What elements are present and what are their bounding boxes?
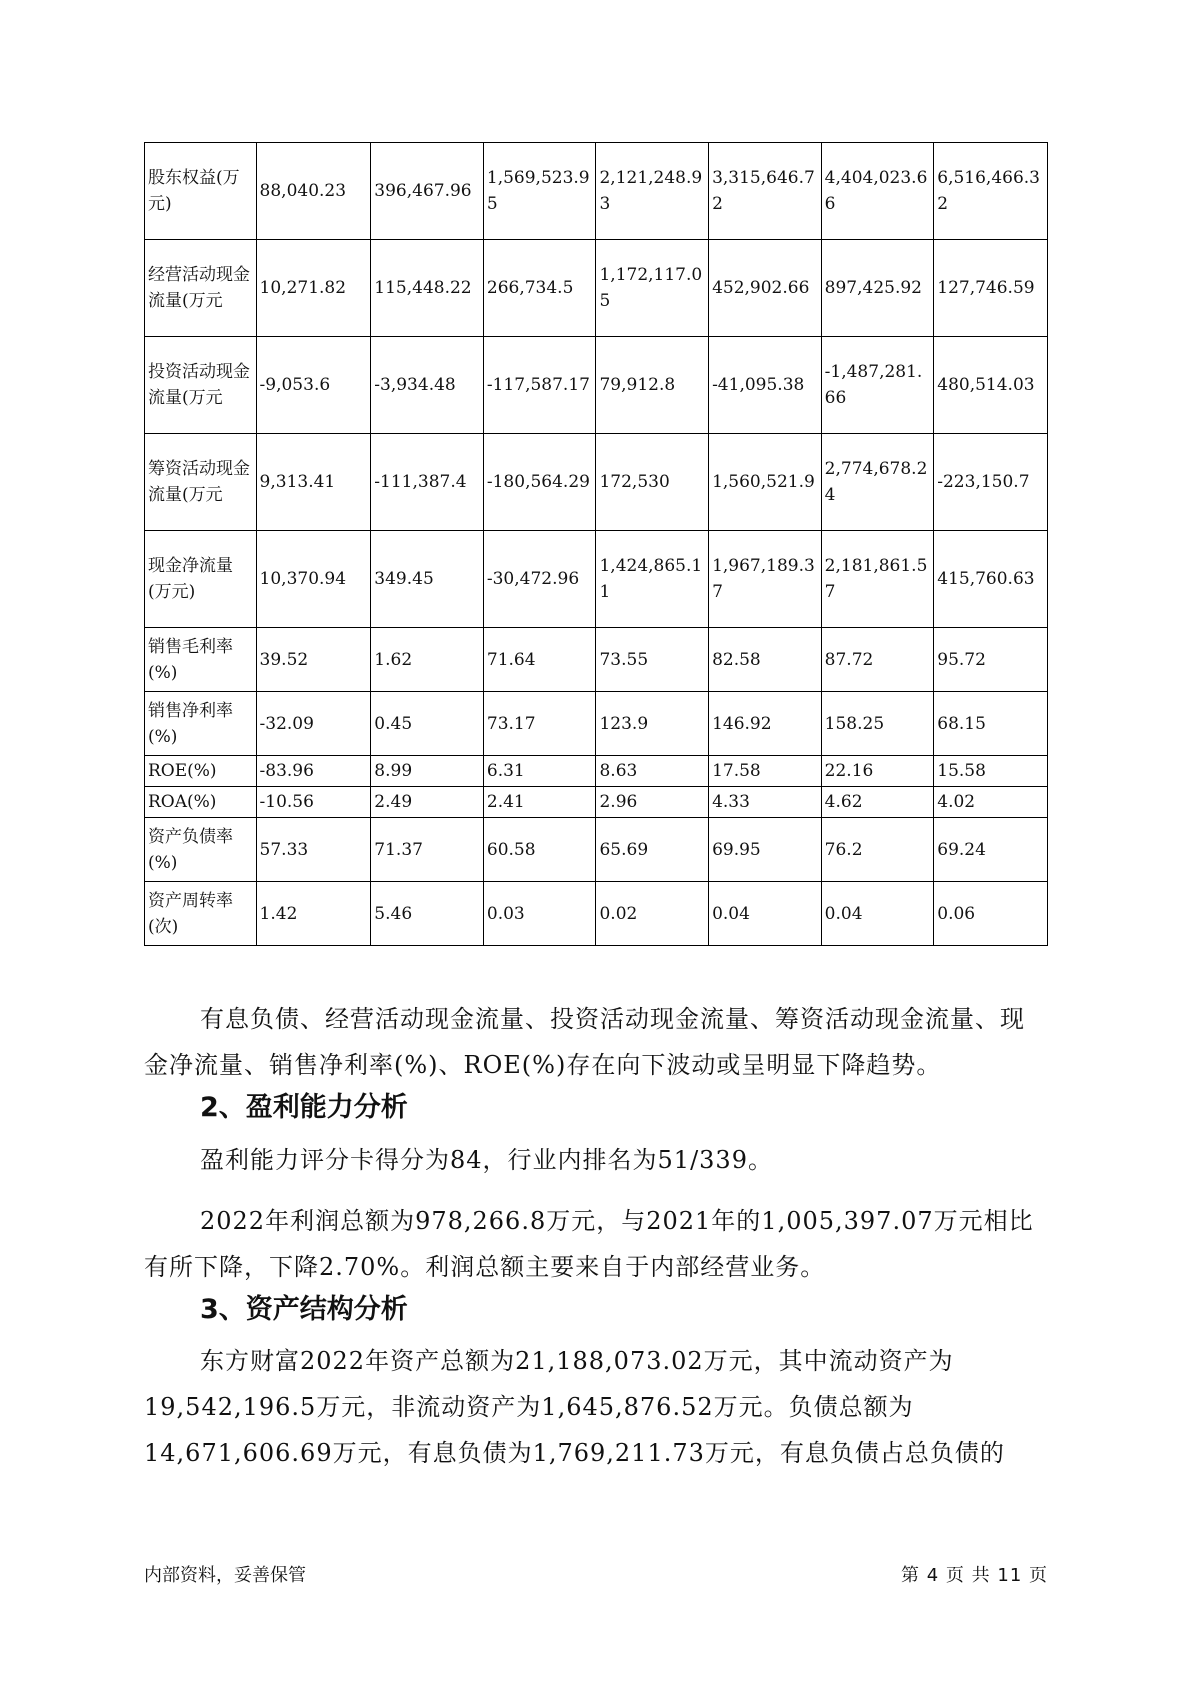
table-cell: 88,040.23 [256, 143, 371, 240]
paragraph-total-profit: 2022年利润总额为978,266.8万元，与2021年的1,005,397.07万元相比有所下降，下降2.70%。利润总额主要来自于内部经营业务。 [144, 1207, 1034, 1281]
paragraph-profit-score: 盈利能力评分卡得分为84，行业内排名为51/339。 [200, 1146, 773, 1174]
row-label: 投资活动现金流量(万元 [145, 337, 257, 434]
paragraph-asset-structure: 东方财富2022年资产总额为21,188,073.02万元，其中流动资产为19,542,196.5万元，非流动资产为1,645,876.52万元。负债总额为14,671,606.69万元，有息负债为1,769,211.73万元，有息负债占总负债的 [144, 1347, 1005, 1467]
table-cell: -111,387.4 [371, 434, 484, 531]
table-cell: 349.45 [371, 531, 484, 628]
table-cell: 87.72 [821, 628, 934, 692]
table-cell: 65.69 [596, 818, 709, 882]
table-cell: 480,514.03 [934, 337, 1048, 434]
table-cell: 452,902.66 [709, 240, 822, 337]
table-cell: 266,734.5 [483, 240, 596, 337]
table-row [145, 692, 1048, 756]
footer-page-number: 第 4 页 共 11 页 [901, 1565, 1048, 1586]
table-cell: 1,560,521.9 [709, 434, 822, 531]
table-cell: 158.25 [821, 692, 934, 756]
table-cell: 123.9 [596, 692, 709, 756]
table-cell: 60.58 [483, 818, 596, 882]
table-cell: 0.06 [934, 882, 1048, 946]
table-cell: 73.55 [596, 628, 709, 692]
table-cell: 1,424,865.11 [596, 531, 709, 628]
section-heading-asset-structure: 3、资产结构分析 [200, 1294, 408, 1325]
table-cell: -3,934.48 [371, 337, 484, 434]
table-cell: 2,121,248.93 [596, 143, 709, 240]
table-row [145, 818, 1048, 882]
financial-indicator-table [144, 142, 1048, 946]
table-cell: 1,967,189.37 [709, 531, 822, 628]
table-row [145, 531, 1048, 628]
row-label: 筹资活动现金流量(万元 [145, 434, 257, 531]
table-cell: 0.04 [709, 882, 822, 946]
row-label: 经营活动现金流量(万元 [145, 240, 257, 337]
table-cell: 3,315,646.72 [709, 143, 822, 240]
row-label: ROA(%) [145, 787, 257, 818]
table-cell: 10,370.94 [256, 531, 371, 628]
table-row [145, 787, 1048, 818]
table-body [145, 143, 1048, 946]
table-cell: 172,530 [596, 434, 709, 531]
row-label: 股东权益(万元) [145, 143, 257, 240]
table-cell: 76.2 [821, 818, 934, 882]
table-cell: 146.92 [709, 692, 822, 756]
table-cell: 2.96 [596, 787, 709, 818]
table-row [145, 628, 1048, 692]
table-cell: -83.96 [256, 756, 371, 787]
table-cell: -41,095.38 [709, 337, 822, 434]
table-cell: 17.58 [709, 756, 822, 787]
row-label: 资产负债率(%) [145, 818, 257, 882]
table-cell: 2.41 [483, 787, 596, 818]
table-cell: 2.49 [371, 787, 484, 818]
table-cell: -30,472.96 [483, 531, 596, 628]
table-cell: 0.45 [371, 692, 484, 756]
table-cell: 69.95 [709, 818, 822, 882]
table-cell: 2,774,678.24 [821, 434, 934, 531]
table-cell: 0.03 [483, 882, 596, 946]
table-row [145, 882, 1048, 946]
table-cell: -1,487,281.66 [821, 337, 934, 434]
table-row [145, 240, 1048, 337]
table-cell: 15.58 [934, 756, 1048, 787]
table-row [145, 756, 1048, 787]
table-cell: 4.62 [821, 787, 934, 818]
table-cell: 1,569,523.95 [483, 143, 596, 240]
table-cell: 68.15 [934, 692, 1048, 756]
table-cell: 396,467.96 [371, 143, 484, 240]
table-cell: -223,150.7 [934, 434, 1048, 531]
section-heading-profitability: 2、盈利能力分析 [200, 1092, 408, 1123]
table-row [145, 143, 1048, 240]
table-cell: 39.52 [256, 628, 371, 692]
paragraph-trend-summary: 有息负债、经营活动现金流量、投资活动现金流量、筹资活动现金流量、现金净流量、销售净利率(%)、ROE(%)存在向下波动或呈明显下降趋势。 [144, 1005, 1025, 1079]
table-cell: 115,448.22 [371, 240, 484, 337]
row-label: 销售净利率(%) [145, 692, 257, 756]
table-cell: 2,181,861.57 [821, 531, 934, 628]
table-cell: 4,404,023.66 [821, 143, 934, 240]
table-cell: -9,053.6 [256, 337, 371, 434]
table-cell: 82.58 [709, 628, 822, 692]
table-cell: 0.04 [821, 882, 934, 946]
table-cell: 71.64 [483, 628, 596, 692]
table-cell: 71.37 [371, 818, 484, 882]
table-cell: 6,516,466.32 [934, 143, 1048, 240]
row-label: 现金净流量(万元) [145, 531, 257, 628]
table-row [145, 337, 1048, 434]
table-cell: 22.16 [821, 756, 934, 787]
table-cell: 4.33 [709, 787, 822, 818]
table-cell: 8.99 [371, 756, 484, 787]
table-cell: 415,760.63 [934, 531, 1048, 628]
table-cell: 95.72 [934, 628, 1048, 692]
table-cell: 127,746.59 [934, 240, 1048, 337]
table-cell: 79,912.8 [596, 337, 709, 434]
table-cell: 4.02 [934, 787, 1048, 818]
row-label: ROE(%) [145, 756, 257, 787]
table-cell: 9,313.41 [256, 434, 371, 531]
row-label: 资产周转率(次) [145, 882, 257, 946]
table-cell: 6.31 [483, 756, 596, 787]
table-cell: -180,564.29 [483, 434, 596, 531]
table-cell: 5.46 [371, 882, 484, 946]
table-cell: 1,172,117.05 [596, 240, 709, 337]
table-cell: 1.42 [256, 882, 371, 946]
table-cell: 897,425.92 [821, 240, 934, 337]
table-row [145, 434, 1048, 531]
table-cell: -117,587.17 [483, 337, 596, 434]
table-cell: 73.17 [483, 692, 596, 756]
table-cell: 10,271.82 [256, 240, 371, 337]
table-cell: 8.63 [596, 756, 709, 787]
table-cell: -32.09 [256, 692, 371, 756]
table-cell: -10.56 [256, 787, 371, 818]
table-cell: 69.24 [934, 818, 1048, 882]
row-label: 销售毛利率(%) [145, 628, 257, 692]
footer-confidential-note: 内部资料，妥善保管 [144, 1565, 306, 1586]
table-cell: 0.02 [596, 882, 709, 946]
table-cell: 1.62 [371, 628, 484, 692]
table-cell: 57.33 [256, 818, 371, 882]
